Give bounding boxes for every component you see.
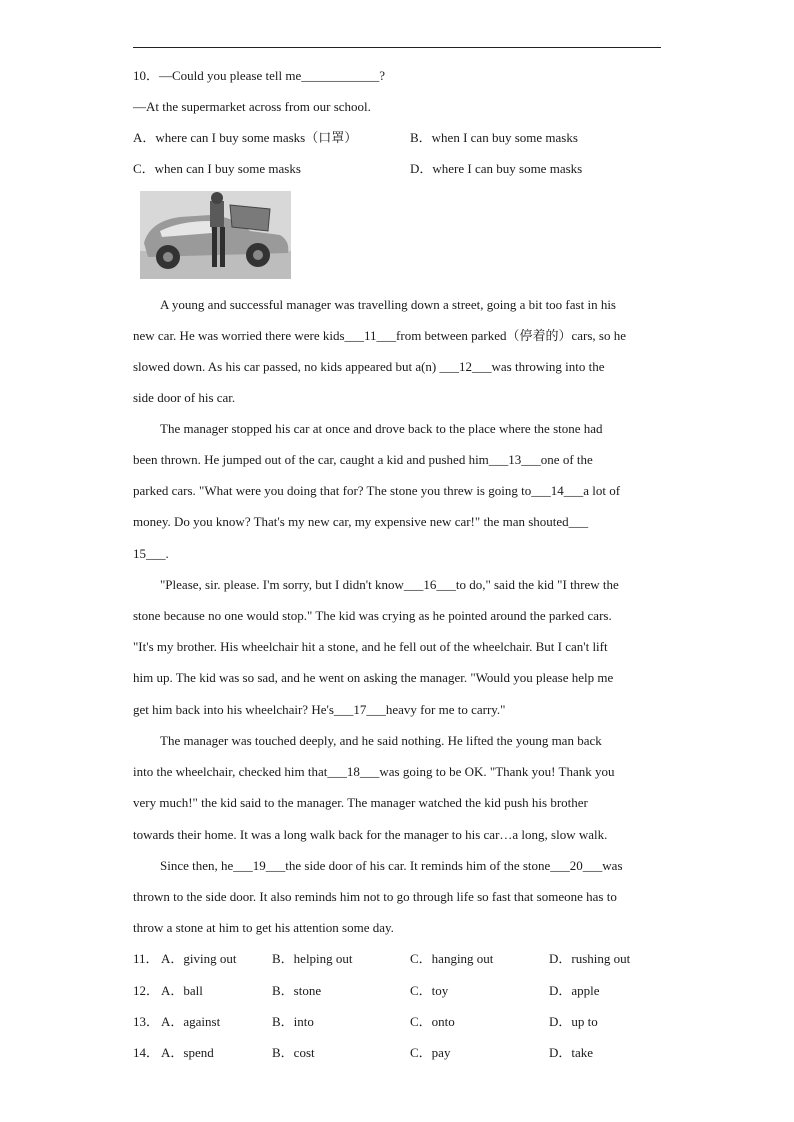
passage-line: throw a stone at him to get his attention some day. — [133, 920, 394, 935]
passage-line: "It's my brother. His wheelchair hit a stone, and he fell out of the wheelchair. But I can't lift — [133, 639, 608, 654]
passage-line: The manager was touched deeply, and he said nothing. He lifted the young man back — [160, 733, 602, 748]
q12-option-c[interactable]: C．toy — [410, 983, 449, 998]
q14-option-d[interactable]: D．take — [549, 1045, 594, 1060]
q14-option-b[interactable]: B．cost — [272, 1045, 315, 1060]
q10-option-a[interactable]: A．where can I buy some masks（口罩） — [133, 130, 358, 145]
passage-line: towards their home. It was a long walk back for the manager to his car…a long, slow walk. — [133, 827, 608, 842]
q13-option-c[interactable]: C．onto — [410, 1014, 455, 1029]
q10-option-d[interactable]: D．where I can buy some masks — [410, 161, 583, 176]
passage-line: into the wheelchair, checked him that___18___was going to be OK. "Thank you! Thank you — [133, 764, 615, 779]
passage-line: thrown to the side door. It also reminds him not to go through life so fast that someone has to — [133, 889, 617, 904]
q10-answer: —At the supermarket across from our school. — [133, 99, 371, 114]
q10-question: 10．—Could you please tell me____________? — [133, 68, 386, 83]
passage-line: parked cars. "What were you doing that for? The stone you threw is going to___14___a lot of — [133, 483, 621, 498]
question-number: 12． — [133, 983, 160, 998]
passage-line: 15___. — [133, 546, 169, 561]
question-number: 11． — [133, 951, 159, 966]
passage-line: him up. The kid was so sad, and he went on asking the manager. "Would you please help me — [133, 670, 614, 685]
passage-line: The manager stopped his car at once and drove back to the place where the stone had — [160, 421, 603, 436]
passage-line: get him back into his wheelchair? He's___17___heavy for me to carry." — [133, 702, 506, 717]
q12-option-d[interactable]: D．apple — [549, 983, 600, 998]
passage-line: very much!" the kid said to the manager. The manager watched the kid push his brother — [133, 795, 588, 810]
passage-photo — [140, 191, 291, 279]
passage-line: side door of his car. — [133, 390, 236, 405]
passage-line: A young and successful manager was travelling down a street, going a bit too fast in his — [160, 297, 616, 312]
passage-line: "Please, sir. please. I'm sorry, but I didn't know___16___to do," said the kid "I threw the — [160, 577, 619, 592]
q14-option-a[interactable]: A．spend — [161, 1045, 214, 1060]
header-rule — [133, 47, 661, 48]
q10-option-b[interactable]: B．when I can buy some masks — [410, 130, 578, 145]
passage-line: slowed down. As his car passed, no kids appeared but a(n) ___12___was throwing into the — [133, 359, 605, 374]
question-number: 13． — [133, 1014, 160, 1029]
q12-option-a[interactable]: A．ball — [161, 983, 203, 998]
passage-line: new car. He was worried there were kids___11___from between parked（停着的）cars, so he — [133, 328, 626, 343]
q11-option-b[interactable]: B．helping out — [272, 951, 353, 966]
passage-line: money. Do you know? That's my new car, my expensive new car!" the man shouted___ — [133, 514, 589, 529]
q13-option-b[interactable]: B．into — [272, 1014, 314, 1029]
q14-option-c[interactable]: C．pay — [410, 1045, 451, 1060]
question-number: 14． — [133, 1045, 160, 1060]
passage-line: stone because no one would stop." The kid was crying as he pointed around the parked cars. — [133, 608, 612, 623]
passage-line: been thrown. He jumped out of the car, caught a kid and pushed him___13___one of the — [133, 452, 593, 467]
q11-option-d[interactable]: D．rushing out — [549, 951, 631, 966]
passage-line: Since then, he___19___the side door of his car. It reminds him of the stone___20___was — [160, 858, 623, 873]
q13-option-d[interactable]: D．up to — [549, 1014, 598, 1029]
q11-option-c[interactable]: C．hanging out — [410, 951, 494, 966]
q10-option-c[interactable]: C．when can I buy some masks — [133, 161, 301, 176]
man-with-car-image — [140, 191, 291, 279]
q11-option-a[interactable]: A．giving out — [161, 951, 237, 966]
q12-option-b[interactable]: B．stone — [272, 983, 322, 998]
q13-option-a[interactable]: A．against — [161, 1014, 221, 1029]
